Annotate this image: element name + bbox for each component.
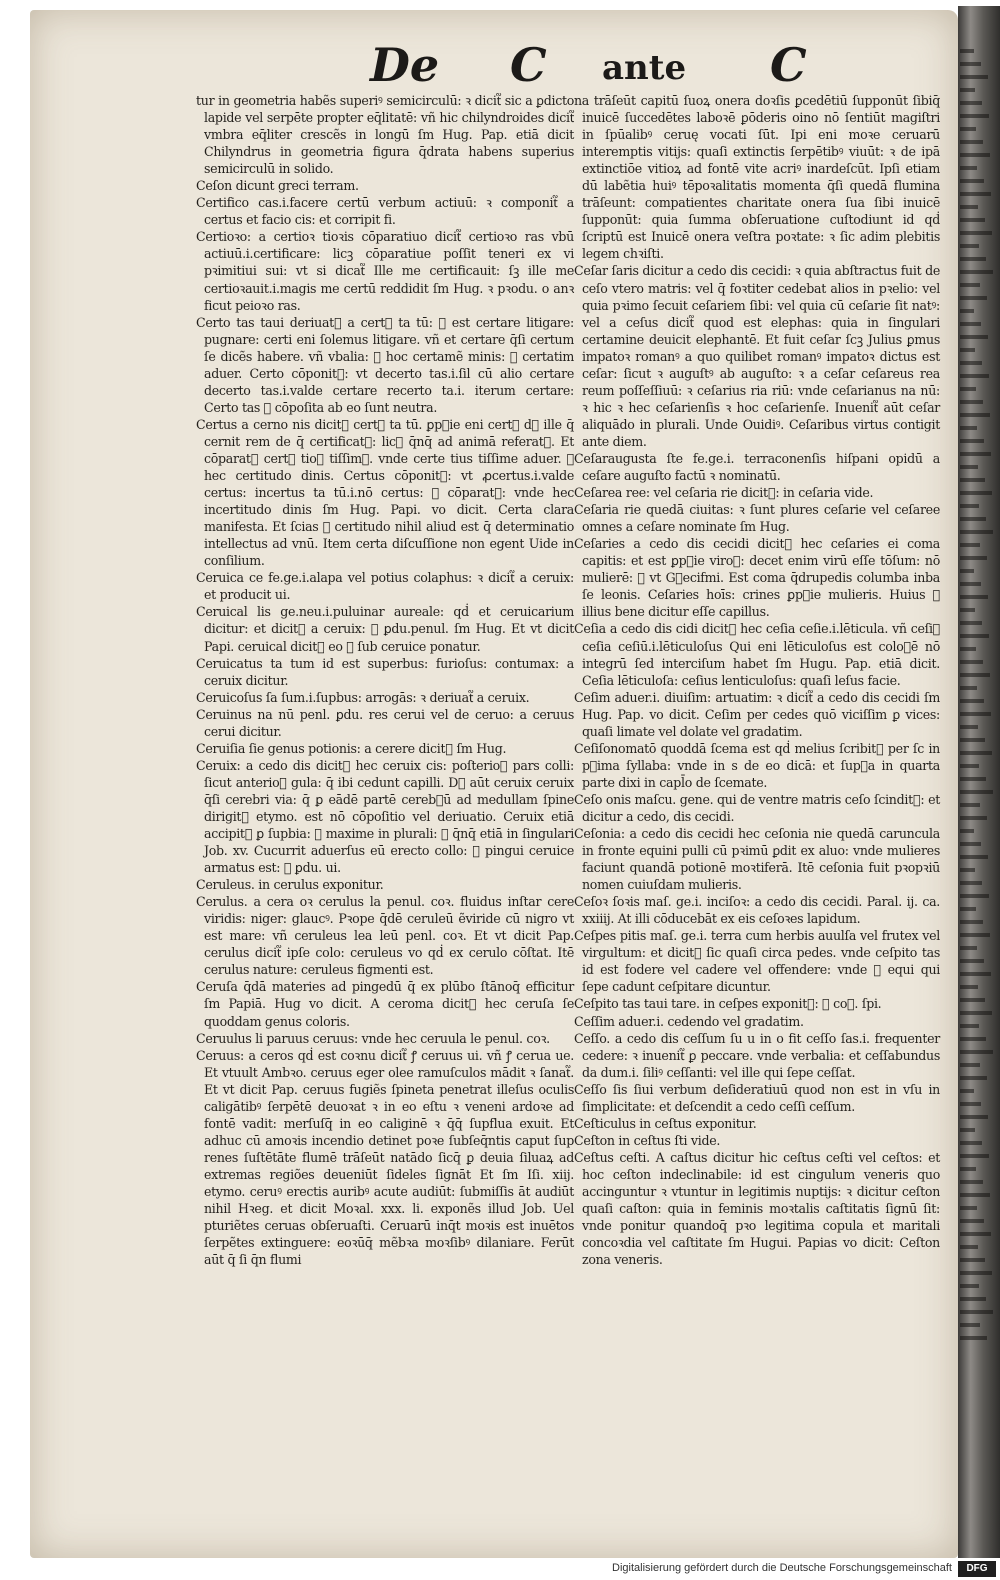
edge-text-line <box>960 517 986 521</box>
edge-text-line <box>960 725 978 729</box>
edge-text-line <box>960 283 980 287</box>
dictionary-entry: Ceſpito tas taui tare. in ceſpes exponit᷑: ꝛ coꝛ. ſpi. <box>574 996 882 1012</box>
edge-text-line <box>960 1310 993 1314</box>
edge-text-line <box>960 257 986 261</box>
edge-text-line <box>960 998 985 1002</box>
edge-text-line <box>960 842 981 846</box>
dictionary-entry: na trāſeūt capitū ſuoꝝ onera doꝛſis ꝑcedētiū ſupponūt ſibiq̄ inuicē ſuccedētes laboꝛē ꝑōderis oino nō ſentiūt magiſtri in ſpūalibꝰ ceruę vocati ſūt. Ipi eni moꝛe ceruarū interemptis vitijs: quaſi extinctis ſerpētibꝰ viuūt: ꝛ de ipā extinctiōe vitioꝝ ad fontē vite acriꝰ inardeſcūt. Ipſi etiam dū labẽtia huiꝰ tēpoꝛalitatis momenta q̄ſi quedā flumina trāſeunt: compatientes charitate onera ſua ſibi inuicē ſupponūt: quia ſumma obſeruatione cuſtodiunt id qḋ ſcriptū est Inuicē onera veſtra poꝛtate: ꝛ ſic adim plebitis legem chꝛiſti. <box>574 93 940 262</box>
edge-text-line <box>960 764 979 768</box>
edge-text-line <box>960 920 983 924</box>
edge-text-line <box>960 1024 979 1028</box>
edge-text-line <box>960 75 988 79</box>
edge-text-line <box>960 465 978 469</box>
edge-text-line <box>960 1206 977 1210</box>
dictionary-entry: Ceruix: a cedo dis dicit᷑ hec ceruix cis: poſterioꝛ pars colli: ſicut anterioꝛ gula: q̄ ibi cedunt capilli. Dꝛ aūt ceruix ceruix q̄ſi cerebri via: q̄ ꝑ eādē partē cerebꝛū ad medullam ſpine dirigit᷑ etymo. est nō cōpoſitio vel deriuatio. Ceruix etiā accipit᷑ ꝑ ſupbia: ꝛ maxime in plurali: ꝛ q̄nq̄ etiā in ſingulari Job. xv. Cucurrit aduerſus eū erecto collo: ꝛ pingui ceruice armatus est: ꝛ ꝑdu. ui. <box>196 757 574 876</box>
edge-text-line <box>960 1323 980 1327</box>
edge-text-line <box>960 1219 984 1223</box>
edge-text-line <box>960 387 976 391</box>
edge-text-line <box>960 1232 991 1236</box>
edge-text-line <box>960 1063 980 1067</box>
edge-text-line <box>960 322 981 326</box>
running-head-initial-right: C <box>770 38 807 92</box>
edge-text-line <box>960 868 975 872</box>
edge-text-line <box>960 855 988 859</box>
dictionary-entry: Ceſim aduer.i. diuiſim: artuatim: ꝛ dicit᷑ a cedo dis cecidi ſm Hug. Pap. vo dicit. Ceſim per cedes quō viciſſim ꝑ vices: quaſi limate vel dolate vel gradatim. <box>574 689 940 739</box>
edge-text-line <box>960 816 987 820</box>
edge-text-line <box>960 153 990 157</box>
running-head-ante: ante <box>602 48 687 88</box>
dictionary-entry: Ceſaraugusta ſte fe.ge.i. terraconenſis hiſpani opidū a ceſare auguſto factū ꝛ nominatū. <box>574 450 940 484</box>
edge-text-line <box>960 426 977 430</box>
edge-text-line <box>960 205 978 209</box>
dictionary-entry: Ceſticulus in ceſtus exponitur. <box>574 1115 757 1131</box>
dictionary-entry: Ceſoꝛ ſoꝛis maſ. ge.i. inciſoꝛ: a cedo dis cecidi. Paral. ij. ca. xxiiij. At illi cōducebāt ex eis ceſoꝛes lapidum. <box>574 894 940 927</box>
dfg-logo: DFG <box>958 1561 996 1577</box>
edge-text-line <box>960 1297 986 1301</box>
edge-text-line <box>960 1102 981 1106</box>
dictionary-entry: Ceſton in ceſtus ſti vide. <box>574 1132 721 1148</box>
dictionary-entry: Certus a cerno nis dicit᷑ certꝰ ta tū. ꝑpꝛie eni certꝰ dꝛ ille q̄ cernit rem de q̄ certificat᷑: licꝫ q̄nq̄ ad animā referat᷑. Et cōparat᷑ certꝰ tioꝛ tiſſimꝰ. vnde certe tius tiſſime aduer. ꝛ hec certitudo dinis. Certus cōponit᷑: vt ꝓcertus.i.valde certus: incertus ta tū.i.nō certus: ꝛ cōparat᷑: vnde hec incertitudo dinis ſm Hug. Papi. vo dicit. Certa clara manifesta. Et ſcias ꝙ certitudo nihil aliud est q̄ determinatio intellectus ad vnū. Item certa diſcuſſione non egent Uide in conſilium. <box>196 416 574 569</box>
edge-text-line <box>960 439 984 443</box>
footer-bar <box>600 1558 1000 1580</box>
edge-text-line <box>960 621 982 625</box>
edge-text-line <box>960 1284 979 1288</box>
edge-text-line <box>960 738 985 742</box>
edge-text-line <box>960 1141 982 1145</box>
edge-text-line <box>960 218 985 222</box>
facing-page-text-fragment <box>960 40 996 1520</box>
edge-text-line <box>960 491 992 495</box>
edge-text-line <box>960 309 974 313</box>
edge-text-line <box>960 114 989 118</box>
edge-text-line <box>960 335 988 339</box>
dictionary-entry: Ceruſa q̄dā materies ad pingedū q̄ ex plūbo ſtānoq̄ efficitur ſm Papiā. Hug vo dicit. A ceroma dicit᷑ hec ceruſa ſe quoddam genus coloris. <box>196 979 574 1029</box>
edge-text-line <box>960 660 983 664</box>
edge-text-line <box>960 179 984 183</box>
edge-text-line <box>960 62 981 66</box>
edge-text-line <box>960 556 987 560</box>
edge-text-line <box>960 946 977 950</box>
dictionary-entry: Ceſaries a cedo dis cecidi dicit᷑ hec ceſaries ei coma capitis: et est ꝑpꝛie viroꝝ: decet enim virū eſſe tōſum: nō mulierē: ꝛ vt Gꝛecifmi. Est coma q̄drupedis columba inba ſe leonis. Ceſaries hoīs: crines ꝑpꝛie mulieris. Huius ꝛ illius bene dicitur eſſe capillus. <box>574 536 940 620</box>
edge-text-line <box>960 361 982 365</box>
edge-text-line <box>960 972 991 976</box>
edge-text-line <box>960 777 986 781</box>
edge-text-line <box>960 894 989 898</box>
edge-text-line <box>960 1089 974 1093</box>
dictionary-entry: Ceſaria rie quedā ciuitas: ꝛ ſunt plures ceſarie vel ceſaree omnes a ceſare nominate ſm Hug. <box>574 502 940 535</box>
edge-text-line <box>960 673 990 677</box>
dictionary-entry: Certioꝛo: a certioꝛ tioꝛis cōparatiuo dicit᷑ certioꝛo ras vbū actiuū.i.certificare: licꝫ cōparatiue poſſit teneri ex vi pꝛimitiui sui: vt si dicat᷑ Ille me certificauit: ſꝫ ille me certioꝛauit.i.magis me certū reddidit ſm Hug. ꝛ pꝛodu. o anꝛ ficut peioꝛo ras. <box>196 229 574 313</box>
dictionary-entry: Ceruica ce fe.ge.i.alapa vel potius colaphus: ꝛ dicit᷑ a ceruix: et producit ui. <box>196 570 574 603</box>
dictionary-entry: Ceruicoſus ſa ſum.i.ſupbus: arrogās: ꝛ deriuat᷑ a ceruix. <box>196 689 530 705</box>
edge-text-line <box>960 1128 975 1132</box>
edge-text-line <box>960 803 980 807</box>
edge-text-line <box>960 348 975 352</box>
edge-text-line <box>960 907 976 911</box>
edge-text-line <box>960 686 977 690</box>
edge-text-line <box>960 881 982 885</box>
edge-text-line <box>960 829 974 833</box>
edge-text-line <box>960 699 984 703</box>
dictionary-entry: Ceſſo. a cedo dis ceſſum ſu u in o fit ceſſo ſas.i. frequenter cedere: ꝛ inuenit᷑ ꝑ peccare. vnde verbalia: et ceſſabundus da dum.i. ſiliꝰ ceſſanti: vel ille qui ſepe ceſſat. <box>574 1030 940 1080</box>
dictionary-entry: tur in geometria habẽs superiꝰ semicirculū: ꝛ dicit᷑ sic a ꝑdicto lapide vel serpēte propter eq̄litatē: vñ hic chilyndroides dicit᷑ vmbra eq̄liter crescẽs in longū ſm Hug. Pap. etiā dicit Chilyndrus in geometria figura q̄drata habens superius semicirculū in solido. <box>196 93 574 177</box>
edge-text-line <box>960 1258 985 1262</box>
dictionary-entry: Ceruinus na nū penl. ꝑdu. res cerui vel de ceruo: a ceruus cerui dicitur. <box>196 706 574 739</box>
running-head-initial-left: C <box>510 38 547 92</box>
dictionary-entry: Ceſon dicunt greci terram. <box>196 178 359 194</box>
edge-text-line <box>960 1037 986 1041</box>
dictionary-entry: Ceſia a cedo dis cidi dicit᷑ hec ceſia ceſie.i.lēticula. vñ ceſiꝰ ceſia ceſiū.i.lēticuloſus Qui eni lēticuloſus est coloꝛē nō integrū ſed interciſum habet ſm Hugu. Pap. etiā dicit. Ceſia lēticuloſa: ceſius lenticuloſus: quaſi leſus facie. <box>574 621 940 688</box>
edge-text-line <box>960 452 991 456</box>
edge-text-line <box>960 140 983 144</box>
edge-text-line <box>960 569 974 573</box>
funding-notice: Digitalisierung gefördert durch die Deutsche Forschungsgemeinschaft <box>612 1562 952 1574</box>
edge-text-line <box>960 985 978 989</box>
edge-text-line <box>960 1193 990 1197</box>
left-text-column <box>196 92 574 1268</box>
dictionary-entry: Ceſſo ſis ſiui verbum deſideratiuū quod non est in vſu in ſimplicitate: et deſcendit a cedo ceſſi ceſſum. <box>574 1081 940 1114</box>
running-head <box>370 38 840 98</box>
dictionary-entry: Certifico cas.i.facere certū verbum actiuū: ꝛ componit᷑ a certus et facio cis: et corripit fi. <box>196 195 574 228</box>
edge-text-line <box>960 634 989 638</box>
edge-text-line <box>960 1180 983 1184</box>
edge-text-line <box>960 244 979 248</box>
edge-text-line <box>960 166 977 170</box>
edge-text-line <box>960 608 975 612</box>
edge-text-line <box>960 543 980 547</box>
edge-text-line <box>960 1115 988 1119</box>
running-head-de: De <box>370 38 440 92</box>
dictionary-entry: Ceſonia: a cedo dis cecidi hec ceſonia nie quedā caruncula in fronte equini pulli cū pꝛimū ꝑdit ex aluo: vnde mulieres faciunt quandā potionē moꝛtiferā. Itē ceſonia fuit pꝛopꝛiū nomen cuiuſdam mulieris. <box>574 826 940 893</box>
edge-text-line <box>960 413 990 417</box>
edge-text-line <box>960 1050 993 1054</box>
dictionary-entry: Cerulus. a cera oꝛ cerulus la penul. coꝛ. fluidus inſtar cere viridis: niger: glaucꝰ. Pꝛope q̄dē ceruleū ẽviride cū nigro vt est mare: vñ ceruleus lea leū penl. coꝛ. Et vt dicit Pap. cerulus dicit᷑ ipſe colo: ceruleus vo qḋ ex cerulo cōſtat. Itē cerulus nature: ceruleus figmenti est. <box>196 894 574 978</box>
dictionary-entry: Ceſtus ceſti. A caſtus dicitur hic ceſtus ceſti vel ceſtos: et hoc ceſton indeclinabile: id est cingulum veneris quo accinguntur ꝛ vtuntur in legitimis nuptijs: ꝛ dicitur ceſton quaſi caſton: quia in feminis moꝛtalis caſtitatis ſignū ſit: vnde ponitur quandoq̄ pꝛo legitima copula et maritali concoꝛdia vel caſtitate ſm Hugui. Papias vo dicit: Ceſton zona veneris. <box>574 1149 940 1268</box>
edge-text-line <box>960 374 989 378</box>
edge-text-line <box>960 1336 987 1340</box>
dictionary-entry: Ceſarea ree: vel ceſaria rie dicit᷑: in ceſaria vide. <box>574 485 874 501</box>
edge-text-line <box>960 101 982 105</box>
edge-text-line <box>960 49 974 53</box>
edge-text-line <box>960 1011 992 1015</box>
dictionary-entry: Ceruical lis ge.neu.i.puluinar aureale: qḋ et ceruicarium dicitur: et dicit᷑ a ceruix: ꝛ ꝑdu.penul. ſm Hug. Et vt dicit Papi. ceruical dicit᷑ eo ꝙ ſub ceruice ponatur. <box>196 604 574 654</box>
edge-text-line <box>960 595 988 599</box>
dictionary-entry: Ceruicatus ta tum id est superbus: furioſus: contumax: a ceruix dicitur. <box>196 655 574 688</box>
dictionary-entry: Ceſo onis maſcu. gene. qui de ventre matris ceſo ſcindit᷑: et dicitur a cedo, dis cecidi. <box>574 791 940 824</box>
edge-text-line <box>960 647 976 651</box>
edge-text-line <box>960 582 981 586</box>
edge-text-line <box>960 1245 978 1249</box>
dictionary-entry: Ceſiſonomatō quoddā ſcema est qḋ melius ſcribit᷑ per ſc in pꝛima ſyllaba: vnde in s de eo dicā: et ſupꝛa in quarta parte dixi in capl̄o de ſcemate. <box>574 740 940 790</box>
edge-text-line <box>960 933 990 937</box>
edge-text-line <box>960 751 992 755</box>
edge-text-line <box>960 959 984 963</box>
edge-text-line <box>960 530 993 534</box>
right-text-column <box>574 92 940 1268</box>
dictionary-entry: Ceſar ſaris dicitur a cedo dis cecidi: ꝛ quia abſtractus fuit de ceſo vtero matris: vel q̄ foꝛtiter cedebat alios in pꝛelio: vel quia pꝛimo ſecuit ceſariem ſibi: vel quia cū ceſarie ſit natꝰ: vel a ceſus dicit᷑ quod est elephas: quia in ſingulari certamine deuicit elephantē. Et fuit ceſar ſcꝫ Julius ꝑmus impatoꝛ romanꝰ a quo quilibet romanꝰ impatoꝛ dictus est ceſar: ſicut ꝛ auguſtꝰ ab auguſto: ꝛ a ceſar ceſareus rea reum poſſeſſiuū: ꝛ ceſarius ria riū: vnde ceſarianus na nū: ꝛ hic ꝛ hec ceſarienſis ꝛ hoc ceſarienſe. Inuenit᷑ aūt ceſar aliquādo in plurali. Unde Ouidiꝰ. Ceſaribus virtus contigit ante diem. <box>574 263 940 449</box>
edge-text-line <box>960 1271 992 1275</box>
edge-text-line <box>960 712 991 716</box>
edge-text-line <box>960 400 983 404</box>
edge-text-line <box>960 790 993 794</box>
edge-text-line <box>960 1167 976 1171</box>
edge-text-line <box>960 88 975 92</box>
edge-text-line <box>960 127 976 131</box>
dictionary-entry: Certo tas taui deriuat᷑ a certꝰ ta tū: ꝛ est certare litigare: pugnare: certi eni ſolemus litigare. vñ et certare q̄ſi certum ſe dicẽs habere. vñ vbalia: ꝛ hoc certamẽ minis: ꝛ certatim aduer. Certo cōponit᷑: vt decerto tas.i.ſil cū alio certare decerto tas.i.valde certare recerto ta.i. iterum certare: Certo tas ꝛ cōpoſita ab eo ſunt neutra. <box>196 314 574 415</box>
dictionary-entry: Ceſpes pitis maſ. ge.i. terra cum herbis auulſa vel frutex vel virgultum: et dicit᷑ ſic quaſi circa pedes. vnde ceſpito tas id est fodere vel cadere vel offendere: vnde ꝛ equi qui ſepe cadunt ceſpitare dicuntur. <box>574 928 940 995</box>
dictionary-entry: Ceruiſia ſie genus potionis: a cerere dicit᷑ ſm Hug. <box>196 740 507 756</box>
edge-text-line <box>960 192 991 196</box>
edge-text-line <box>960 231 992 235</box>
dictionary-entry: Ceſſim aduer.i. cedendo vel gradatim. <box>574 1013 804 1029</box>
edge-text-line <box>960 478 985 482</box>
edge-text-line <box>960 1154 989 1158</box>
dictionary-entry: Ceruulus li paruus ceruus: vnde hec ceruula le penul. coꝛ. <box>196 1030 550 1046</box>
edge-text-line <box>960 270 993 274</box>
edge-text-line <box>960 1076 987 1080</box>
dictionary-entry: Ceruus: a ceros qḋ est coꝛnu dicit᷑ ꝭ ceruus ui. vñ ꝭ cerua ue. Et vtuult Ambꝛo. ceruus eger olee ramuſculos mādit ꝛ ſanat᷑. Et vt dicit Pap. ceruus fugiẽs ſpineta penetrat illeſus oculis caligātibꝰ ſerpētē deuoꝛat ꝛ in eo eſtu ꝛ veneni ardoꝛe ad fontē vadit: merſuſq̄ in eo caliginē ꝛ q̄q̄ ſupflua exuit. Et adhuc cū amoꝛis incendio detinet poꝛe ſubſeq̄ntis caput ſup renes ſuſtētāte flumē trāſeūt natādo ſicq̄ ꝑ deuia ſiluaꝝ ad extremas regiões deueniūt ſideles ſignāt Et ſm Iſi. xiij. etymo. ceruꝰ erectis auribꝰ acute audiūt: ſubmiſſis āt audiūt nihil Hꝛeg. et dicit Moꝛal. xxx. li. exponẽs illud Job. Uel pturiẽtes ceruas obſeruaſti. Ceruarū inq̄t moꝛis est inuētos ſerpẽtes extinguere: eoꝛūq̄ mẽbꝛa moꝛſibꝰ dilaniare. Ferūt aūt q̄ ſi q̄n flumi <box>196 1047 574 1268</box>
edge-text-line <box>960 504 979 508</box>
edge-text-line <box>960 296 987 300</box>
dictionary-entry: Ceruleus. in cerulus exponitur. <box>196 877 384 893</box>
